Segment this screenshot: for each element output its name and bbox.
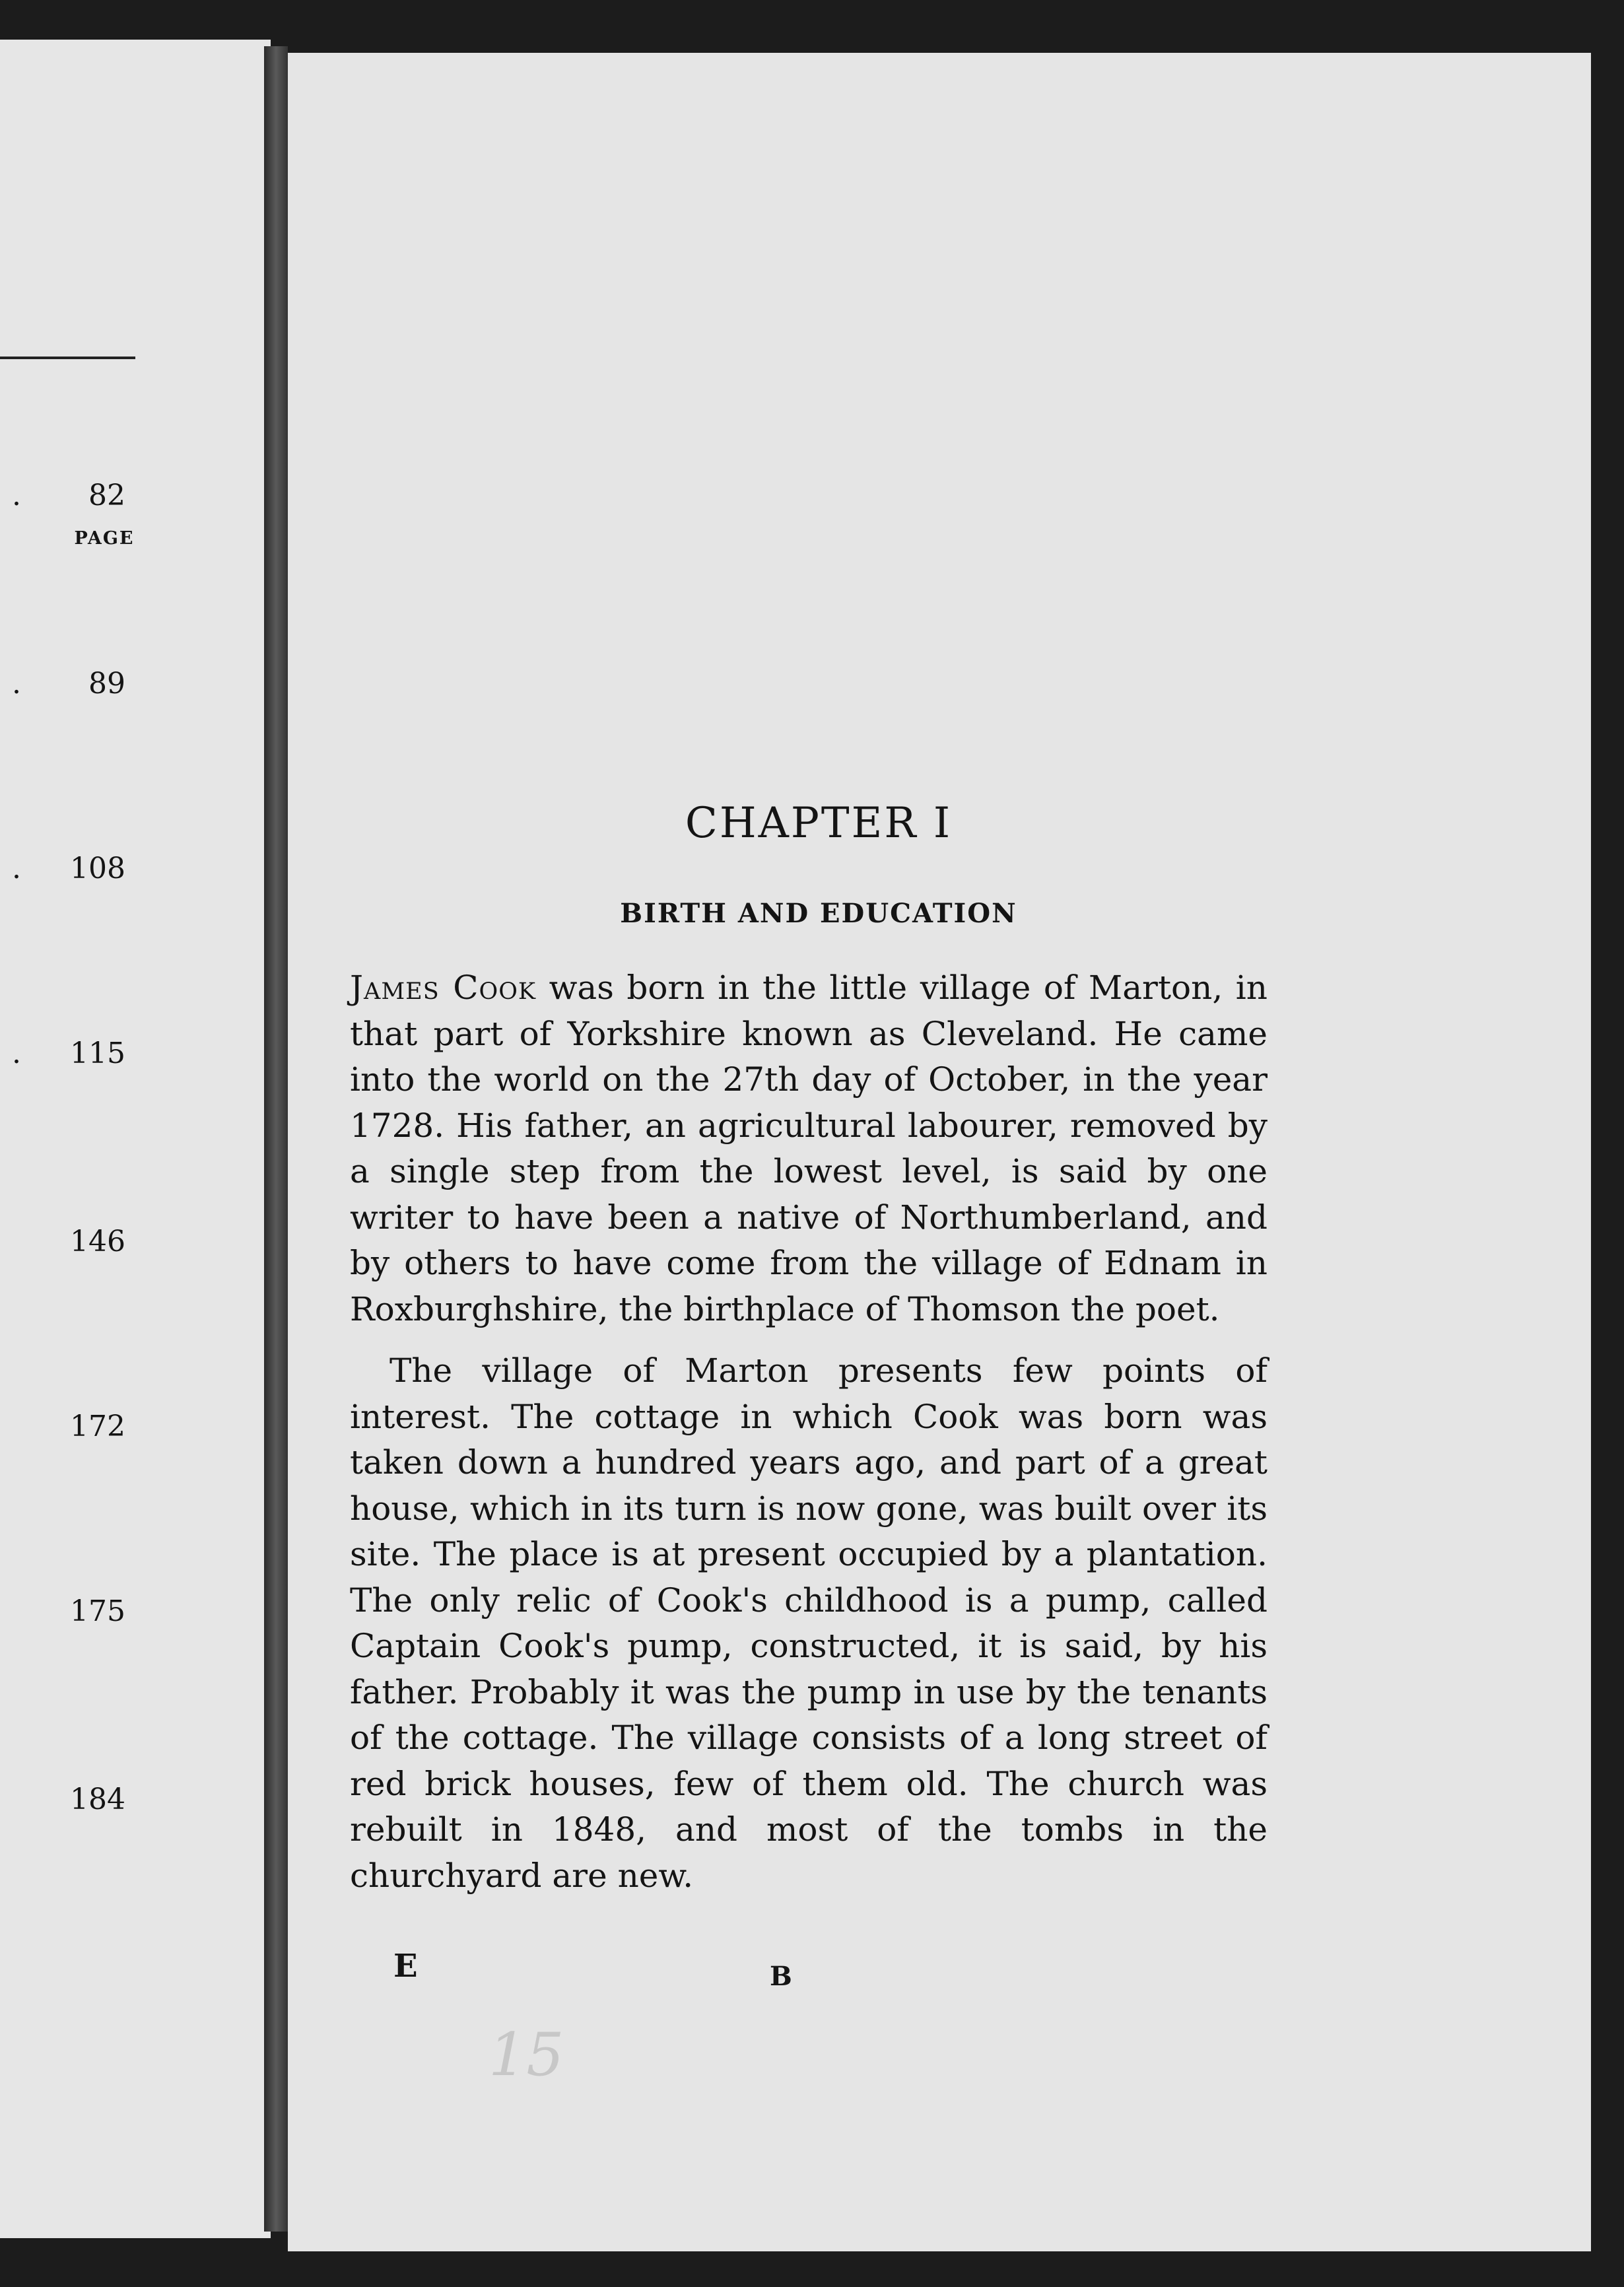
toc-page-entry [0, 1783, 132, 1822]
toc-page-entry [0, 667, 132, 706]
toc-page-number: 115 [70, 1037, 125, 1070]
toc-page-number: 184 [70, 1783, 125, 1816]
chapter-subtitle: BIRTH AND EDUCATION [620, 898, 1017, 929]
left-page-rule [0, 357, 135, 359]
toc-leader-dot: . [12, 1037, 21, 1070]
toc-page-heading: PAGE [74, 528, 135, 549]
toc-leader-dot: . [12, 852, 21, 885]
toc-leader-dot: . [12, 479, 21, 512]
toc-page-entry [0, 1594, 132, 1634]
signature-mark: E [393, 1948, 418, 1985]
toc-page-entry [0, 479, 132, 518]
chapter-title: CHAPTER I [685, 799, 953, 848]
toc-page-number: 82 [88, 479, 125, 512]
pencil-note: 15 [489, 2020, 564, 2090]
toc-leader-dot: . [12, 667, 21, 700]
paragraph-1-lead: James Cook [350, 969, 537, 1007]
signature-letter: B [770, 1961, 792, 1992]
book-gutter [264, 46, 288, 2232]
toc-page-number: 175 [70, 1594, 125, 1628]
paragraph-1 [350, 965, 1268, 1332]
toc-page-number: 108 [70, 852, 125, 885]
toc-page-number: 146 [70, 1225, 125, 1258]
toc-page-entry [0, 852, 132, 891]
toc-page-entry [0, 1410, 132, 1449]
paragraph-2: The village of Marton presents few points of interest. The cottage in which Cook was born was taken down a hundred years ago, and part of a great house, which in its turn is now gone, was built over its site. The place is at present occupied by a plantation. The only relic of Cook's childhood is a pump, called Captain Cook's pump, constructed, it is said, by his father. Probably it was the pump in use by the tenants of the cottage. The village consists of a long street of red brick houses, few of them old. The church was rebuilt in 1848, and most of the tombs in the churchyard are new. [350, 1351, 1268, 1895]
left-page [0, 40, 271, 2238]
toc-page-entry [0, 1037, 132, 1076]
toc-page-entry [0, 1225, 132, 1264]
toc-page-number: 172 [70, 1410, 125, 1443]
paragraph-1-text: was born in the little village of Marton, in that part of Yorkshire known as Cleveland. He came into the world on the 27th day of October, in the year 1728. His father, an agricultural labourer, removed by a single step from the lowest level, is said by one writer to have been a native of Northumberland, and by others to have come from the village of Ednam in Roxburghshire, the birthplace of Thomson the poet. [350, 969, 1268, 1328]
toc-page-number: 89 [88, 667, 125, 700]
